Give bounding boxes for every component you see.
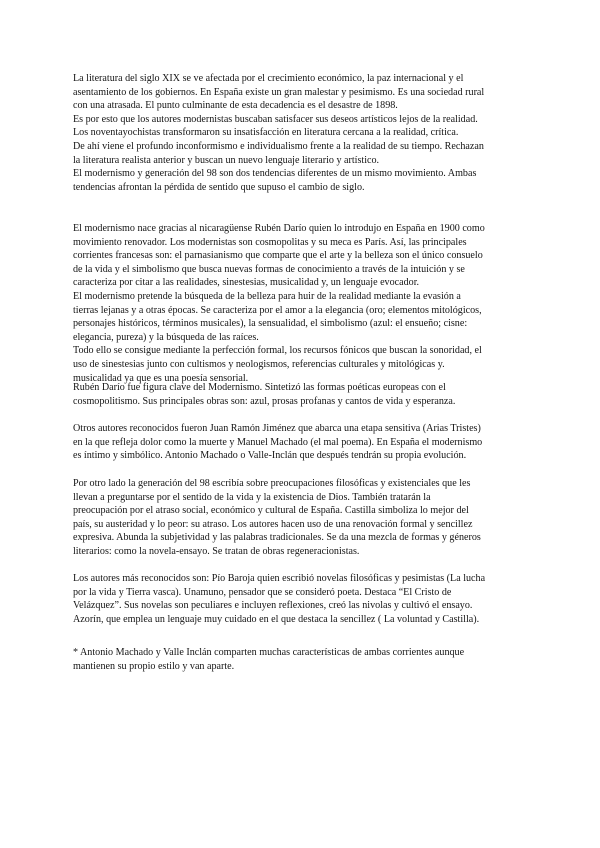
text-line: Por otro lado la generación del 98 escribía sobre preocupaciones filosóficas y existenciales que les [73, 478, 471, 489]
text-line: la literatura realista anterior y buscan un nuevo lenguaje literario y artístico. [73, 154, 380, 166]
text-line: El modernismo y generación del 98 son dos tendencias diferentes de un mismo movimiento. Ambas [73, 168, 477, 180]
text-line: El modernismo pretende la búsqueda de la belleza para huir de la realidad mediante la evasión a [73, 290, 461, 302]
text-line: Azorín, que emplea un lenguaje muy cuidado en el que destaca la sencillez ( La voluntad y Castilla). [73, 613, 480, 625]
text-line: expresiva. Abunda la subjetividad y las palabras tradicionales. Se da una mezcla de formas y géneros [73, 532, 481, 544]
text-line: * Antonio Machado y Valle Inclán comparten muchas características de ambas corrientes aunque [73, 647, 465, 658]
text-line: Los noventayochistas transformaron su insatisfacción en literatura cercana a la realidad, crítica. [73, 127, 459, 139]
text-line: literarios: como la novela-ensayo. Se tratan de obras regeneracionistas. [73, 545, 360, 557]
paragraph-footnote [73, 646, 464, 673]
paragraph-intro-context [73, 72, 484, 194]
text-line: en la que refleja dolor como la muerte y Manuel Machado (el mal poema). En España el modernismo [73, 436, 483, 448]
text-line: La literatura del siglo XIX se ve afectada por el crecimiento económico, la paz internacional y el [73, 73, 464, 84]
text-line: Todo ello se consigue mediante la perfección formal, los recursos fónicos que buscan la sonoridad, el [73, 345, 482, 357]
text-line: tierras lejanas y a otras épocas. Se caracteriza por el amor a la elegancia (oro; elementos mitológicos, [73, 304, 482, 316]
text-line: Rubén Darío fue figura clave del Modernismo. Sintetizó las formas poéticas europeas con el [73, 382, 446, 393]
text-line: Otros autores reconocidos fueron Juan Ramón Jiménez que abarca una etapa sensitiva (Arias Tristes) [73, 423, 481, 434]
text-line: musicalidad ya que es una poesía sensorial. [73, 372, 249, 384]
text-line: por la vida y Tierra vasca). Unamuno, pensador que se consideró poeta. Destaca “El Cristo de [73, 586, 452, 598]
text-line: Velázquez”. Sus novelas son peculiares e incluyen reflexiones, creó las nivolas y cultivó el ensayo. [73, 600, 473, 612]
text-line: llevan a preguntarse por el sentido de la vida y la existencia de Dios. También tratarán la [73, 491, 431, 503]
paragraph-otros-autores [73, 422, 482, 463]
paragraph-ruben-dario [73, 381, 455, 408]
paragraph-autores-98 [73, 572, 485, 626]
text-line: asentamiento de los gobiernos. En España existe un gran malestar y pesimismo. Es una sociedad rural [73, 86, 485, 98]
paragraph-generacion-98 [73, 477, 481, 559]
text-line: De ahí viene el profundo inconformismo e individualismo frente a la realidad de su tiempo. Rechazan [73, 140, 484, 152]
text-line: elegancia, pureza) y la búsqueda de las raíces. [73, 331, 259, 343]
text-line: con una atrasada. El punto culminante de esta decadencia es el desastre de 1898. [73, 100, 398, 112]
text-line: personajes históricos, términos musicales), la sensualidad, el simbolismo (azul: el ensueño; cisne: [73, 318, 468, 330]
text-line: tendencias afrontan la pérdida de sentido que supuso el cambio de siglo. [73, 181, 365, 193]
text-line: cosmopolitismo. Sus principales obras son: azul, prosas profanas y cantos de vida y esperanza. [73, 395, 456, 407]
text-line: país, su austeridad y lo peor: su atraso. Los autores hacen uso de una renovación formal y sencillez [73, 518, 473, 530]
text-line: de la vida y el simbolismo que busca nuevas formas de conocimiento a través de la intuición y se [73, 263, 465, 275]
text-line: caracteriza por citar a las realidades, sinestesias, musicalidad y, un lenguaje evocador. [73, 277, 420, 289]
text-line: mantienen su propio estilo y van aparte. [73, 660, 235, 672]
text-line: preocupación por el atraso social, económico y cultural de España. Castilla simboliza lo mejor del [73, 505, 469, 517]
text-line: Es por esto que los autores modernistas buscaban satisfacer sus deseos artísticos lejos de la realidad. [73, 113, 478, 125]
text-line: uso de sinestesias junto con cultismos y neologismos, referencias culturales y mitológicas y. [73, 358, 445, 370]
text-line: es íntimo y simbólico. Antonio Machado o Valle-Inclán que después tendrán su propia evolución. [73, 450, 467, 462]
text-line: El modernismo nace gracias al nicaragüense Rubén Darío quien lo introdujo en España en 1900 como [73, 223, 485, 234]
text-line: corrientes francesas son: el parnasianismo que comparte que el arte y la belleza son el único consuelo [73, 250, 483, 262]
text-line: movimiento renovador. Los modernistas son cosmopolitas y su meca es París. Así, las principales [73, 236, 467, 248]
paragraph-modernismo [73, 222, 485, 385]
text-line: Los autores más reconocidos son: Pío Baroja quien escribió novelas filosóficas y pesimistas (La lucha [73, 573, 486, 584]
